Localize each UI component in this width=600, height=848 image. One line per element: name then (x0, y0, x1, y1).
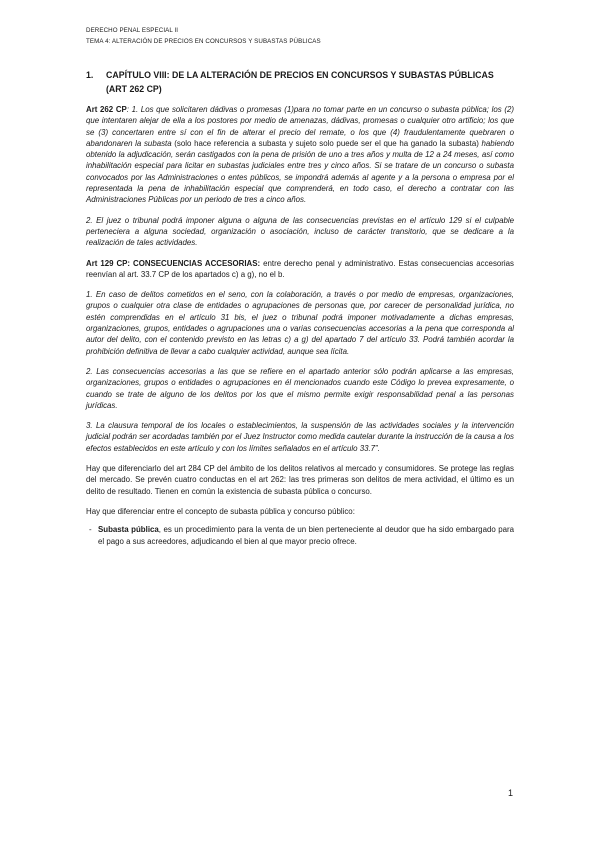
art262-point-2: 2. El juez o tribunal podrá imponer alguna o alguna de las consecuencias previstas en el artículo 129 si el culpable perteneciera a alguna sociedad, organización o asociación, incluso de carácter transitorio, que se dedicare a la realización de tales actividades. (86, 215, 514, 248)
art129-label: Art 129 CP: CONSECUENCIAS ACCESORIAS: (86, 258, 261, 268)
art129-point-1: 1. En caso de delitos cometidos en el seno, con la colaboración, a través o por medio de empresas, organizaciones, grupos o cualquier otra clase de entidades o agrupaciones de personas que, por carecer de personalidad jurídica, no estén comprendidas en el artículo 31 bis, el juez o tribunal podrá imponer motivadamente a dichas empresas, organizaciones, grupos, entidades o agrupaciones una o varias consecuencias accesorias a la pena que corresponda al autor del delito, con el contenido previsto en las letras c) a g) del apartado 7 del artículo 33. Podrá también acordar la prohibición definitiva de llevar a cabo cualquier actividad, aunque sea lícita. (86, 290, 514, 356)
art129-point-2: 2. Las consecuencias accesorias a las que se refiere en el apartado anterior sólo podrán aplicarse a las empresas, organizaciones, grupos o entidades o agrupaciones en él mencionados cuando este Código lo prevea expresamente, o cuando se trate de alguno de los delitos por los que el mismo permite exigir responsabilidad penal a las personas jurídicas. (86, 366, 514, 410)
list-item (86, 524, 514, 547)
header-course: DERECHO PENAL ESPECIAL II (86, 27, 179, 34)
art129-text: entre derecho penal y administrativo. Estas consecuencias accesorias reenvían al art. 33.7 CP de los apartados c) a g), no el b. (86, 258, 514, 279)
main-content (86, 69, 514, 547)
art262-note: (solo hace referencia a subasta y sujeto solo puede ser el que ha ganado la subasta) (171, 138, 482, 148)
header-topic: TEMA 4: ALTERACIÓN DE PRECIOS EN CONCURSOS Y SUBASTAS PÚBLICAS (86, 38, 321, 45)
art129-paragraph (86, 258, 514, 281)
art262-label: Art 262 CP (86, 105, 127, 114)
heading-text: CAPÍTULO VIII: DE LA ALTERACIÓN DE PRECIOS EN CONCURSOS Y SUBASTAS PÚBLICAS (ART 262 CP) (106, 70, 494, 94)
differentiation-paragraph: Hay que diferenciarlo del art 284 CP del ámbito de los delitos relativos al mercado y consumidores. Se protege las reglas del mercado. Se prevén cuatro conductas en el art 262: las tres primeras son delitos de mera actividad, el último es un delito de resultado. Tienen en común la existencia de subasta pública o concurso. (86, 464, 514, 496)
list-term: Subasta pública (98, 525, 159, 535)
art262-paragraph (86, 104, 514, 206)
concept-intro-paragraph: Hay que diferenciar entre el concepto de subasta pública y concurso público: (86, 506, 355, 516)
art262-text-2: habiendo obtenido la adjudicación, serán castigados con la pena de prisión de uno a tres años y multa de 12 a 24 meses, así como inhabilitación especial para licitar en subastas judiciales entre tres y cinco años. Si se tratare de un concurso o subasta convocados por las Administraciones o entes públicos, se impondrá además al agente y a la persona o empresa por el representada la pena de inhabilitación especial que comprenderá, en todo caso, el derecho a contratar con las Administraciones Públicas por un periodo de tres a cinco años. (86, 138, 514, 205)
list-dash: - (89, 525, 92, 535)
chapter-heading (86, 69, 514, 96)
page-number: 1 (508, 788, 514, 798)
heading-number: 1. (86, 70, 94, 80)
art129-point-3: 3. La clausura temporal de los locales o establecimientos, la suspensión de las actividades sociales y la intervención judicial podrán ser acordadas también por el Juez Instructor como medida cautelar durante la instrucción de la causa a los efectos establecidos en este artículo y con los límites señalados en el artículo 33.7”. (86, 421, 514, 453)
running-header (86, 25, 321, 47)
list-text: , es un procedimiento para la venta de un bien perteneciente al deudor que ha sido embargado para el pago a sus acreedores, adjudicando el bien al que mayor precio ofrece. (98, 525, 514, 546)
art262-text-1: : 1. Los que solicitaren dádivas o promesas (1)para no tomar parte en un concurso o subasta pública; los (2) que intentaren alejar de ella a los postores por medio de amenazas, dádivas, promesas o cualquier otro artificio; los que se (3) concertaren entre sí con el fin de alterar el precio del remate, o los que (4) fraudulentamente quebraren o abandonaren la subasta (86, 105, 514, 148)
